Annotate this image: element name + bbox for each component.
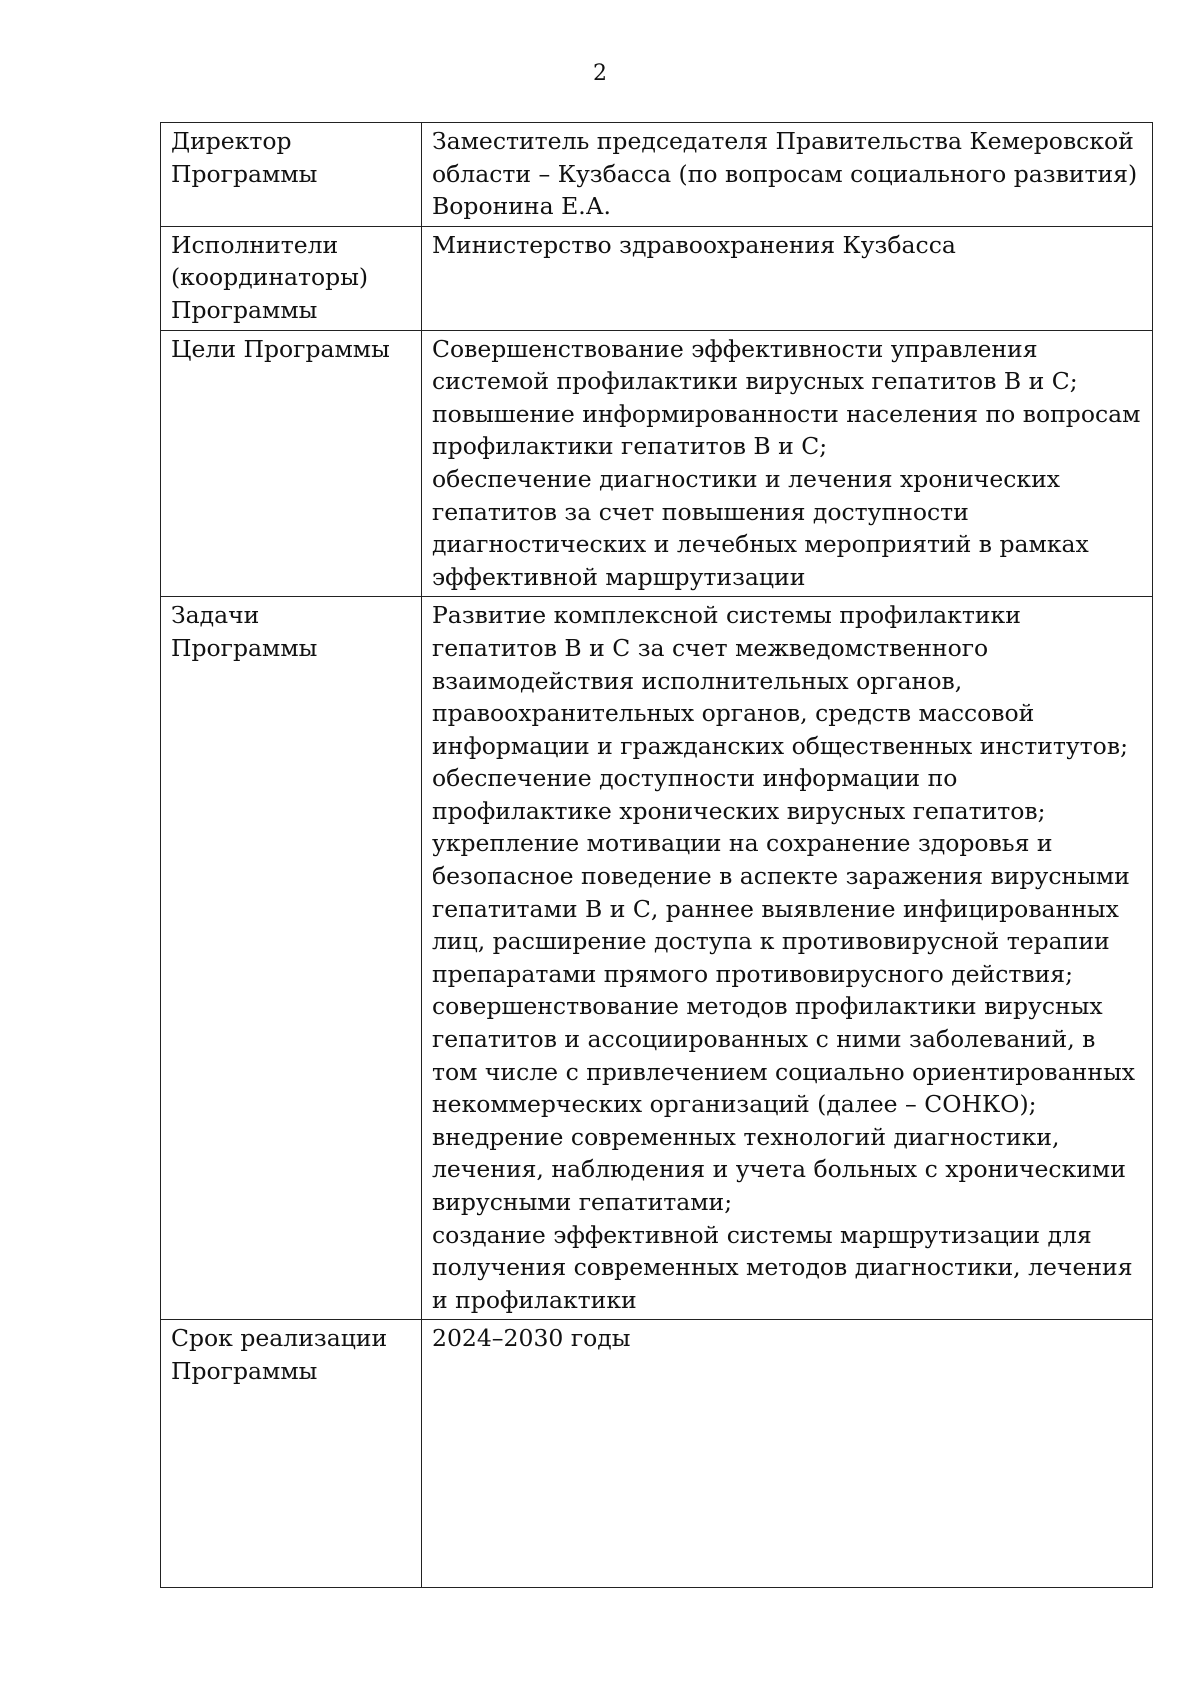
value-line: получения современных методов диагностики, лечения <box>432 1253 1133 1282</box>
row-value <box>422 123 1153 227</box>
row-value <box>422 1320 1153 1588</box>
table-row-director <box>161 123 1153 227</box>
value-line: Заместитель председателя Правительства Кемеровской <box>432 127 1134 155</box>
value-line: и профилактики <box>432 1285 637 1314</box>
table-row-tasks <box>161 597 1153 1320</box>
value-line: внедрение современных технологий диагностики, <box>432 1122 1060 1151</box>
value-line: гепатитов за счет повышения доступности <box>432 497 969 526</box>
row-value <box>422 597 1153 1320</box>
table-row-term <box>161 1320 1153 1588</box>
label-line: (координаторы) <box>171 263 369 292</box>
table-row-goals <box>161 330 1153 597</box>
label-line: Директор <box>171 127 292 155</box>
value-line: диагностических и лечебных мероприятий в рамках <box>432 530 1089 559</box>
value-line: гепатитов и ассоциированных с ними заболеваний, в <box>432 1025 1096 1054</box>
value-line: создание эффективной системы маршрутизации для <box>432 1220 1092 1249</box>
value-line: правоохранительных органов, средств массовой <box>432 699 1035 728</box>
label-line: Срок реализации <box>171 1324 388 1353</box>
value-line: обеспечение доступности информации по <box>432 764 958 793</box>
label-line: Программы <box>171 1356 318 1385</box>
value-line: информации и гражданских общественных институтов; <box>432 731 1128 760</box>
page-number: 2 <box>593 61 607 86</box>
label-line: Цели Программы <box>171 334 390 363</box>
row-label <box>161 1320 422 1588</box>
value-line: Министерство здравоохранения Кузбасса <box>432 230 956 259</box>
value-line: обеспечение диагностики и лечения хронических <box>432 464 1061 493</box>
value-line: взаимодействия исполнительных органов, <box>432 666 963 695</box>
table-row-executors <box>161 226 1153 330</box>
row-value <box>422 226 1153 330</box>
label-line: Программы <box>171 633 318 662</box>
value-line: препаратами прямого противовирусного действия; <box>432 959 1074 988</box>
label-line: Программы <box>171 295 318 324</box>
value-line: Воронина Е.А. <box>432 192 611 221</box>
value-line: вирусными гепатитами; <box>432 1188 733 1216</box>
value-line: некоммерческих организаций (далее – СОНКО); <box>432 1090 1037 1119</box>
row-label <box>161 123 422 227</box>
value-line: укрепление мотивации на сохранение здоровья и <box>432 829 1053 858</box>
label-line: Исполнители <box>171 230 339 259</box>
row-label <box>161 597 422 1320</box>
value-line: безопасное поведение в аспекте заражения вирусными <box>432 862 1130 891</box>
value-line: лечения, наблюдения и учета больных с хроническими <box>432 1155 1126 1184</box>
row-value <box>422 330 1153 597</box>
value-line: лиц, расширение доступа к противовирусной терапии <box>432 927 1110 956</box>
value-line: эффективной маршрутизации <box>432 562 806 591</box>
program-passport-table <box>160 122 1153 1588</box>
row-label <box>161 330 422 597</box>
value-line: Развитие комплексной системы профилактики <box>432 601 1021 630</box>
value-line: совершенствование методов профилактики вирусных <box>432 992 1103 1021</box>
value-line: гепатитами В и С, раннее выявление инфицированных <box>432 894 1119 923</box>
value-line: Совершенствование эффективности управления <box>432 334 1038 363</box>
row-label <box>161 226 422 330</box>
label-line: Программы <box>171 159 318 188</box>
value-line: том числе с привлечением социально ориентированных <box>432 1057 1135 1086</box>
value-line: области – Кузбасса (по вопросам социального развития) <box>432 159 1138 188</box>
value-line: профилактике хронических вирусных гепатитов; <box>432 796 1046 825</box>
value-line: системой профилактики вирусных гепатитов В и С; <box>432 367 1078 396</box>
value-line: 2024–2030 годы <box>432 1324 631 1353</box>
value-line: гепатитов В и С за счет межведомственного <box>432 633 989 662</box>
label-line: Задачи <box>171 601 260 630</box>
value-line: повышение информированности населения по вопросам <box>432 399 1141 428</box>
value-line: профилактики гепатитов В и С; <box>432 432 828 461</box>
